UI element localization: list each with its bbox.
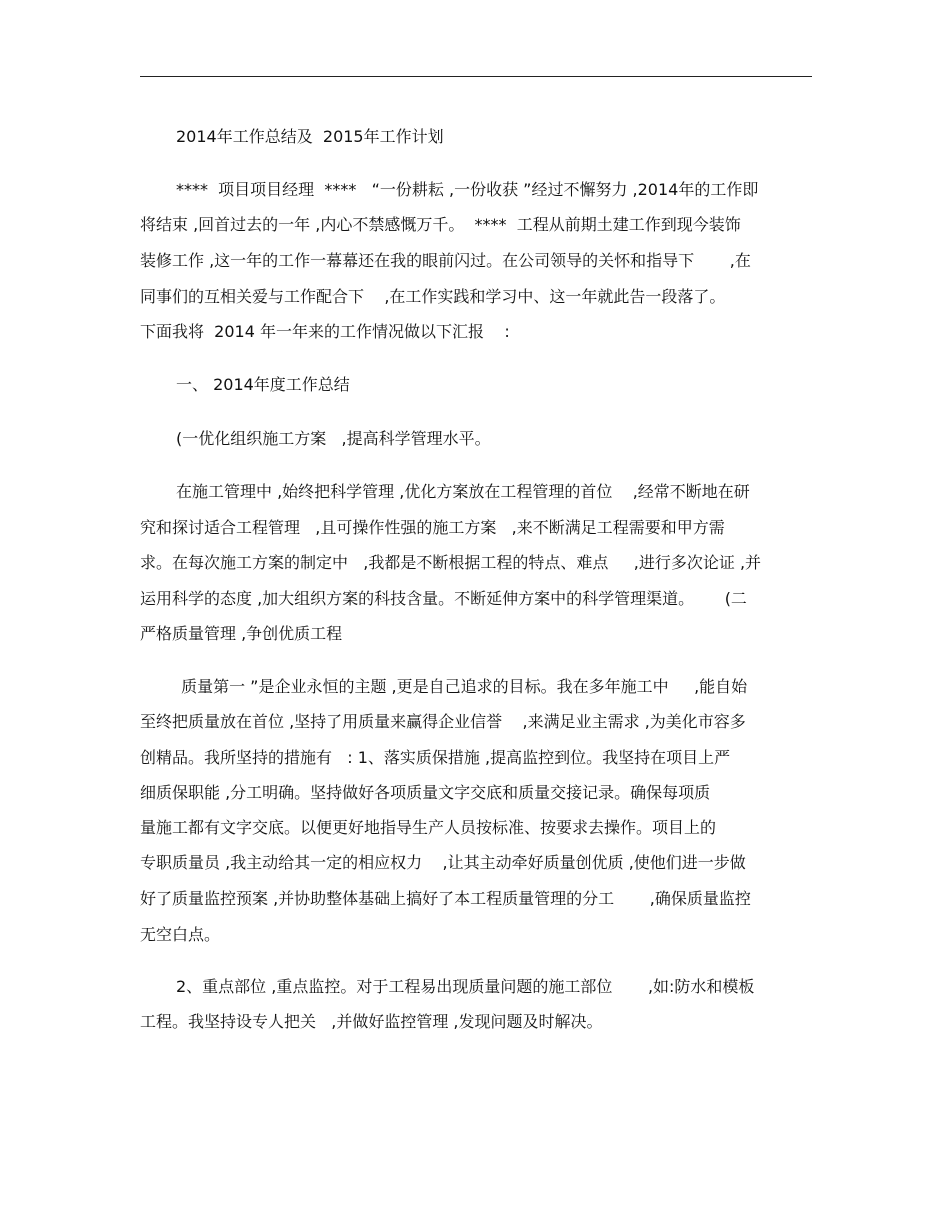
document-title: 2014年工作总结及 2015年工作计划 xyxy=(176,127,444,146)
paragraph-line: 工程。我坚持设专人把关 ,并做好监控管理 ,发现问题及时解决。 xyxy=(140,1012,603,1031)
paragraph-line: 求。在每次施工方案的制定中 ,我都是不断根据工程的特点、难点 ,进行多次论证 ,并 xyxy=(140,553,762,572)
paragraph-line: 创精品。我所坚持的措施有 : 1、落实质保措施 ,提高监控到位。我坚持在项目上严 xyxy=(140,748,731,767)
paragraph-line: **** 项目项目经理 **** “一份耕耘 ,一份收获 ”经过不懈努力 ,2014年的工作即 xyxy=(176,180,759,199)
section-heading: 一、 2014年度工作总结 xyxy=(176,375,350,394)
paragraph-line: 量施工都有文字交底。以便更好地指导生产人员按标准、按要求去操作。项目上的 xyxy=(140,818,717,837)
paragraph-line: 好了质量监控预案 ,并协助整体基础上搞好了本工程质量管理的分工 ,确保质量监控 xyxy=(140,889,751,908)
paragraph-line: 运用科学的态度 ,加大组织方案的科技含量。不断延伸方案中的科学管理渠道。 (二 xyxy=(140,589,747,608)
paragraph-line: 在施工管理中 ,始终把科学管理 ,优化方案放在工程管理的首位 ,经常不断地在研 xyxy=(176,482,750,501)
paragraph-line: 究和探讨适合工程管理 ,且可操作性强的施工方案 ,来不断满足工程需要和甲方需 xyxy=(140,518,725,537)
paragraph-line: 2、重点部位 ,重点监控。对于工程易出现质量问题的施工部位 ,如:防水和模板 xyxy=(176,977,755,996)
paragraph-line: 细质保职能 ,分工明确。坚持做好各项质量文字交底和质量交接记录。确保每项质 xyxy=(140,783,711,802)
header-rule xyxy=(140,76,812,77)
paragraph-line: 下面我将 2014 年一年来的工作情况做以下汇报 : xyxy=(140,322,510,341)
paragraph-line: 装修工作 ,这一年的工作一幕幕还在我的眼前闪过。在公司领导的关怀和指导下 ,在 xyxy=(140,251,751,270)
paragraph-line: 至终把质量放在首位 ,坚持了用质量来赢得企业信誉 ,来满足业主需求 ,为美化市容多 xyxy=(140,712,746,731)
paragraph-line: 专职质量员 ,我主动给其一定的相应权力 ,让其主动牵好质量创优质 ,使他们进一步做 xyxy=(140,853,746,872)
subsection-heading: (一优化组织施工方案 ,提高科学管理水平。 xyxy=(176,429,491,448)
paragraph-line: 无空白点。 xyxy=(140,925,221,944)
paragraph-line: 将结束 ,回首过去的一年 ,内心不禁感慨万千。 **** 工程从前期土建工作到现今装饰 xyxy=(140,215,741,234)
paragraph-line: 同事们的互相关爱与工作配合下 ,在工作实践和学习中、这一年就此告一段落了。 xyxy=(140,287,726,306)
paragraph-line: 严格质量管理 ,争创优质工程 xyxy=(140,624,343,643)
paragraph-line: 质量第一 ”是企业永恒的主题 ,更是自己追求的目标。我在多年施工中 ,能自始 xyxy=(176,677,748,696)
